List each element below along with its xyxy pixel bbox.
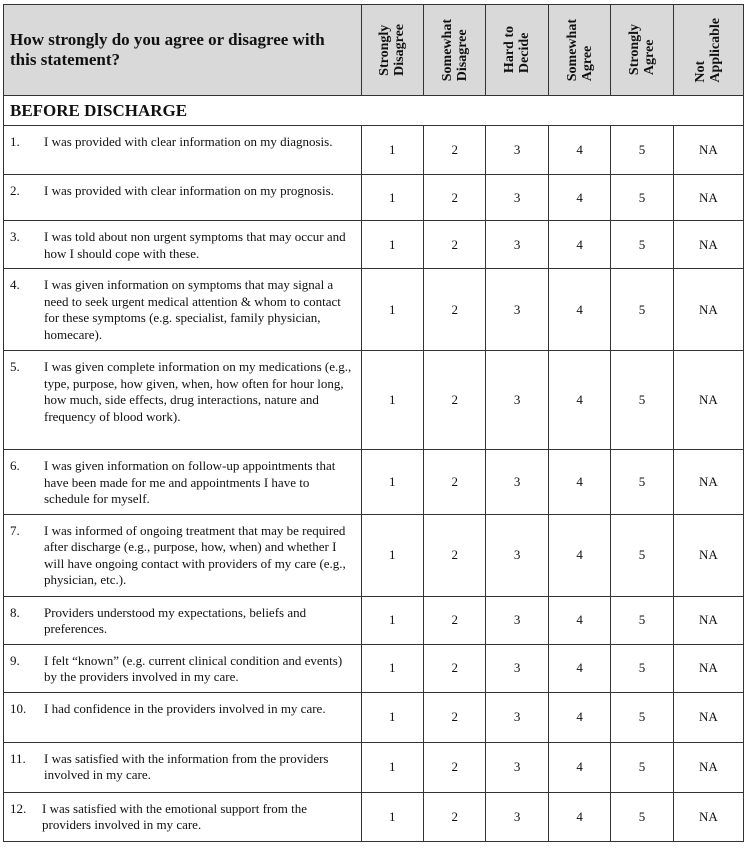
question-row: [4, 514, 744, 596]
question-cell: [4, 692, 362, 742]
rating-option-1[interactable]: 1: [361, 692, 423, 742]
question-number: 9.: [10, 652, 20, 668]
rating-option-na[interactable]: NA: [673, 126, 743, 175]
question-cell: [4, 450, 362, 515]
rating-option-2[interactable]: 2: [424, 514, 486, 596]
rating-option-2[interactable]: 2: [424, 450, 486, 515]
rating-option-na[interactable]: NA: [673, 269, 743, 351]
rating-option-4[interactable]: 4: [548, 269, 610, 351]
rating-option-5[interactable]: 5: [611, 596, 673, 644]
question-text: I was provided with clear information on my prognosis.: [44, 183, 334, 198]
rating-option-na[interactable]: NA: [673, 221, 743, 269]
question-header: How strongly do you agree or disagree with this statement?: [4, 5, 362, 96]
question-text: I was informed of ongoing treatment that may be required after discharge (e.g., purpose, how, when) and whether I will have ongoing contact with providers of my care (e.g., physician, etc.).: [44, 522, 346, 587]
rating-option-na[interactable]: NA: [673, 175, 743, 221]
question-cell: [4, 792, 362, 841]
scale-header-line: Somewhat: [564, 18, 580, 82]
question-cell: [4, 126, 362, 175]
section-title: BEFORE DISCHARGE: [4, 96, 744, 126]
rating-option-2[interactable]: 2: [424, 351, 486, 450]
rating-option-4[interactable]: 4: [548, 742, 610, 792]
question-row: [4, 126, 744, 175]
rating-option-3[interactable]: 3: [486, 175, 548, 221]
question-text: I was given information on follow-up appointments that have been made for me and appointments I have to schedule for myself.: [44, 458, 336, 506]
question-number: 1.: [10, 134, 20, 149]
rating-option-na[interactable]: NA: [673, 514, 743, 596]
scale-header-somewhat-agree: [548, 5, 610, 96]
question-number: 4.: [10, 277, 20, 292]
rating-option-3[interactable]: 3: [486, 126, 548, 175]
question-row: [4, 351, 744, 450]
scale-header-not-applicable: [673, 5, 743, 96]
rating-option-4[interactable]: 4: [548, 221, 610, 269]
rating-option-na[interactable]: NA: [673, 351, 743, 450]
rating-option-3[interactable]: 3: [486, 792, 548, 841]
rating-option-4[interactable]: 4: [548, 450, 610, 515]
question-row: [4, 792, 744, 841]
question-cell: [4, 269, 362, 351]
rating-option-2[interactable]: 2: [424, 269, 486, 351]
scale-header-strongly-agree: [611, 5, 673, 96]
survey-table: [3, 4, 744, 842]
rating-option-3[interactable]: 3: [486, 742, 548, 792]
question-text: I was given complete information on my medications (e.g., type, purpose, how given, when, how often for hour long, how much, side effects, drug interactions, nature and frequency of blood work).: [44, 359, 352, 424]
question-text: I was satisfied with the information from the providers involved in my care.: [44, 750, 329, 782]
rating-option-1[interactable]: 1: [361, 126, 423, 175]
scale-header-line: Strongly: [377, 24, 393, 76]
scale-header-line: Applicable: [708, 17, 724, 83]
scale-header-somewhat-disagree: [424, 5, 486, 96]
rating-option-3[interactable]: 3: [486, 221, 548, 269]
question-cell: [4, 351, 362, 450]
rating-option-na[interactable]: NA: [673, 596, 743, 644]
question-row: [4, 596, 744, 644]
rating-option-1[interactable]: 1: [361, 175, 423, 221]
question-cell: [4, 742, 362, 792]
question-row: [4, 692, 744, 742]
question-number: 8.: [10, 604, 20, 620]
rating-option-2[interactable]: 2: [424, 175, 486, 221]
rating-option-1[interactable]: 1: [361, 742, 423, 792]
rating-option-5[interactable]: 5: [611, 450, 673, 515]
question-number: 6.: [10, 458, 20, 473]
question-number: 11.: [10, 750, 26, 766]
question-number: 12.: [10, 800, 27, 816]
rating-option-5[interactable]: 5: [611, 221, 673, 269]
rating-option-5[interactable]: 5: [611, 269, 673, 351]
rating-option-4[interactable]: 4: [548, 175, 610, 221]
rating-option-5[interactable]: 5: [611, 742, 673, 792]
question-number: 7.: [10, 522, 20, 538]
question-number: 10.: [10, 700, 27, 716]
rating-option-3[interactable]: 3: [486, 269, 548, 351]
rating-option-3[interactable]: 3: [486, 644, 548, 692]
scale-header-line: Disagree: [454, 29, 470, 82]
question-cell: [4, 514, 362, 596]
question-row: [4, 742, 744, 792]
question-number: 3.: [10, 229, 20, 244]
rating-option-2[interactable]: 2: [424, 644, 486, 692]
rating-option-5[interactable]: 5: [611, 175, 673, 221]
question-number: 2.: [10, 183, 20, 198]
rating-option-2[interactable]: 2: [424, 221, 486, 269]
scale-header-line: Agree: [579, 45, 595, 82]
rating-option-4[interactable]: 4: [548, 596, 610, 644]
question-row: [4, 644, 744, 692]
question-text: I felt “known” (e.g. current clinical condition and events) by the providers involved in my care.: [44, 652, 343, 684]
question-cell: [4, 175, 362, 221]
section-row: [4, 96, 744, 126]
question-text: I was given information on symptoms that may signal a need to seek urgent medical attention & whom to contact for these symptoms (e.g. specialist, family physician, homecare).: [44, 277, 341, 342]
scale-header-line: Somewhat: [439, 18, 455, 82]
question-text: I was provided with clear information on my diagnosis.: [44, 134, 333, 149]
rating-option-3[interactable]: 3: [486, 450, 548, 515]
scale-header-hard-to-decide: [486, 5, 548, 96]
scale-header-line: Agree: [641, 40, 657, 76]
rating-option-4[interactable]: 4: [548, 514, 610, 596]
rating-option-5[interactable]: 5: [611, 692, 673, 742]
rating-option-5[interactable]: 5: [611, 351, 673, 450]
rating-option-1[interactable]: 1: [361, 792, 423, 841]
rating-option-3[interactable]: 3: [486, 351, 548, 450]
rating-option-4[interactable]: 4: [548, 692, 610, 742]
scale-header-line: Decide: [517, 33, 533, 74]
question-number: 5.: [10, 359, 20, 374]
scale-header-line: Strongly: [626, 24, 642, 76]
question-text: I had confidence in the providers involved in my care.: [44, 700, 326, 716]
rating-option-1[interactable]: 1: [361, 644, 423, 692]
rating-option-2[interactable]: 2: [424, 126, 486, 175]
question-row: [4, 269, 744, 351]
rating-option-3[interactable]: 3: [486, 596, 548, 644]
scale-header-line: Hard to: [502, 26, 518, 74]
rating-option-5[interactable]: 5: [611, 126, 673, 175]
rating-option-5[interactable]: 5: [611, 792, 673, 841]
rating-option-1[interactable]: 1: [361, 450, 423, 515]
header-row: [4, 5, 744, 96]
rating-option-2[interactable]: 2: [424, 742, 486, 792]
question-text: I was told about non urgent symptoms that may occur and how I should cope with these.: [44, 229, 346, 261]
scale-header-line: Disagree: [392, 24, 408, 76]
rating-option-na[interactable]: NA: [673, 450, 743, 515]
rating-option-2[interactable]: 2: [424, 692, 486, 742]
rating-option-5[interactable]: 5: [611, 644, 673, 692]
rating-option-1[interactable]: 1: [361, 514, 423, 596]
scale-header-strongly-disagree: [361, 5, 423, 96]
question-row: [4, 221, 744, 269]
rating-option-4[interactable]: 4: [548, 126, 610, 175]
rating-option-2[interactable]: 2: [424, 596, 486, 644]
scale-header-line: Not: [693, 60, 709, 83]
rating-option-1[interactable]: 1: [361, 596, 423, 644]
rating-option-4[interactable]: 4: [548, 792, 610, 841]
question-cell: [4, 221, 362, 269]
rating-option-3[interactable]: 3: [486, 692, 548, 742]
question-row: [4, 175, 744, 221]
rating-option-na[interactable]: NA: [673, 644, 743, 692]
rating-option-2[interactable]: 2: [424, 792, 486, 841]
rating-option-na[interactable]: NA: [673, 792, 743, 841]
rating-option-3[interactable]: 3: [486, 514, 548, 596]
rating-option-1[interactable]: 1: [361, 351, 423, 450]
rating-option-1[interactable]: 1: [361, 221, 423, 269]
question-text: Providers understood my expectations, beliefs and preferences.: [44, 604, 307, 636]
question-row: [4, 450, 744, 515]
question-text: I was satisfied with the emotional support from the providers involved in my care.: [42, 800, 308, 832]
rating-option-na[interactable]: NA: [673, 742, 743, 792]
rating-option-4[interactable]: 4: [548, 644, 610, 692]
rating-option-1[interactable]: 1: [361, 269, 423, 351]
question-cell: [4, 644, 362, 692]
rating-option-na[interactable]: NA: [673, 692, 743, 742]
rating-option-5[interactable]: 5: [611, 514, 673, 596]
rating-option-4[interactable]: 4: [548, 351, 610, 450]
question-cell: [4, 596, 362, 644]
